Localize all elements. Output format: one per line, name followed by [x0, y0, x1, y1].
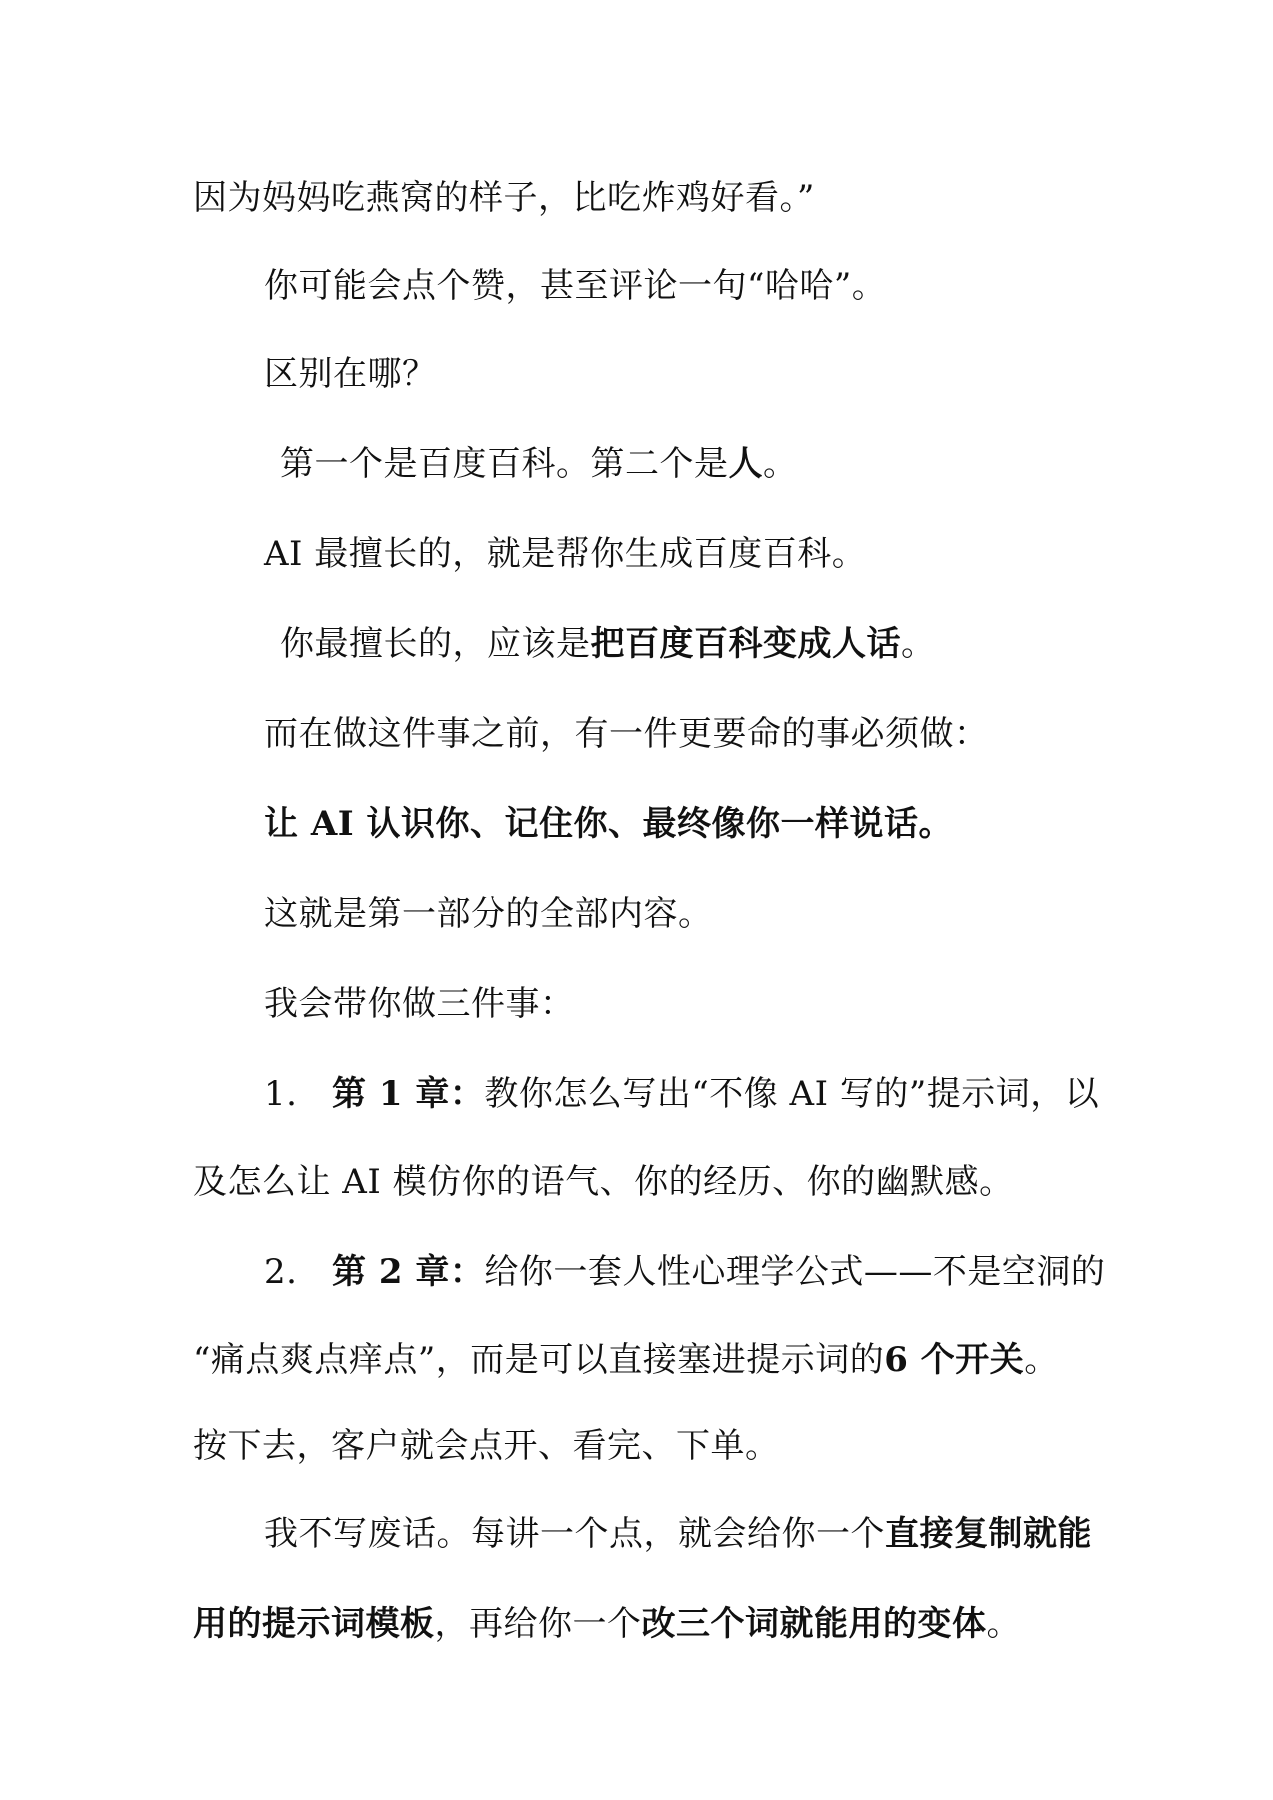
list-number: 2.	[264, 1252, 298, 1292]
paragraph-before-that: 而在做这件事之前，有一件更要命的事必须做：	[264, 714, 989, 754]
paragraph-ai-strength: AI 最擅长的，就是帮你生成百度百科。	[264, 534, 867, 574]
paragraph-question: 区别在哪？	[264, 354, 437, 394]
paragraph-part-one-content: 这就是第一部分的全部内容。	[264, 894, 713, 934]
paragraph-continuation: 因为妈妈吃燕窝的样子，比吃炸鸡好看。”	[193, 178, 815, 218]
list-item-chapter-2-continuation-2: 按下去，客户就会点开、看完、下单。	[193, 1426, 780, 1466]
list-item-chapter-1: 1. 第 1 章：教你怎么写出“不像 AI 写的”提示词，以	[264, 1074, 1100, 1114]
paragraph-bold-key-point: 让 AI 认识你、记住你、最终像你一样说话。	[264, 804, 953, 844]
paragraph-no-fluff-continuation: 用的提示词模板，再给你一个改三个词就能用的变体。	[193, 1604, 1021, 1644]
list-item-chapter-1-continuation: 及怎么让 AI 模仿你的语气、你的经历、你的幽默感。	[193, 1162, 1014, 1202]
paragraph-like-comment: 你可能会点个赞，甚至评论一句“哈哈”。	[264, 266, 887, 306]
paragraph-baike-vs-human: 第一个是百度百科。第二个是人。	[280, 444, 798, 484]
paragraph-no-fluff: 我不写废话。每讲一个点，就会给你一个直接复制就能	[264, 1514, 1092, 1554]
list-item-chapter-2: 2. 第 2 章：给你一套人性心理学公式——不是空洞的	[264, 1252, 1106, 1292]
paragraph-your-strength: 你最擅长的，应该是把百度百科变成人话。	[280, 624, 936, 664]
list-number: 1.	[264, 1074, 298, 1114]
paragraph-three-things: 我会带你做三件事：	[264, 984, 575, 1024]
list-item-chapter-2-continuation: “痛点爽点痒点”，而是可以直接塞进提示词的6 个开关。	[193, 1340, 1059, 1380]
